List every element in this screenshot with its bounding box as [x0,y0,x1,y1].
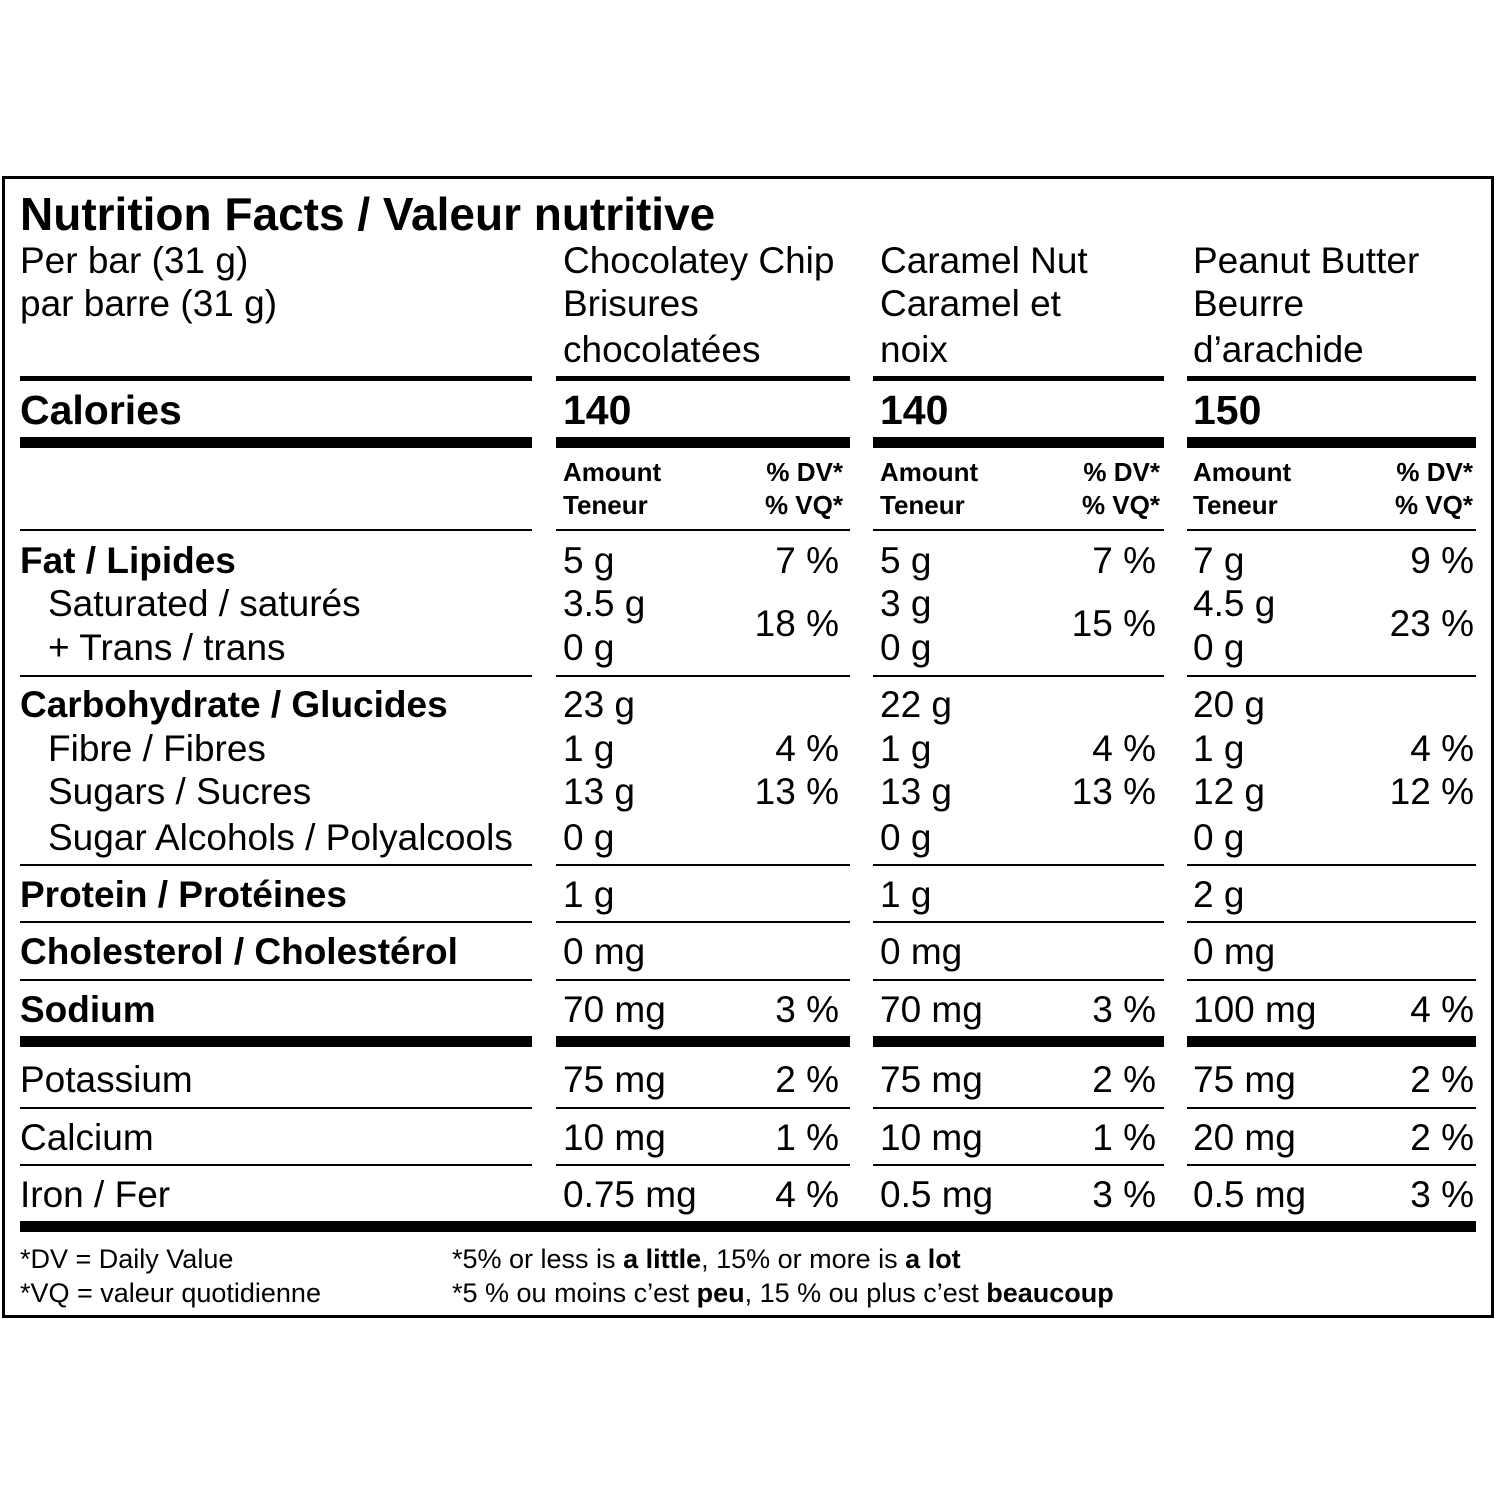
vq-header: % VQ* [1394,490,1473,520]
rule [556,1164,850,1166]
nutrient-amount: 75 mg [880,1059,983,1100]
nutrient-amount: 4.5 g [1193,583,1276,624]
nutrient-amount: 13 g [563,771,636,812]
vq-header: % VQ* [1081,490,1160,520]
nutrient-label: Potassium [20,1059,193,1100]
thick-rule [873,437,1164,448]
serving-size-fr: par barre (31 g) [20,283,278,324]
nutrient-dv: 4 % [775,1174,839,1215]
nutrient-dv: 2 % [1410,1117,1474,1158]
product-name: Peanut Butter [1193,240,1420,281]
nutrient-amount: 20 g [1193,684,1266,725]
rule [556,921,850,923]
product-name: Brisures [563,283,699,324]
product-name: Beurre [1193,283,1305,324]
rule [873,979,1164,981]
rule [873,376,1164,381]
nutrient-amount: 10 mg [880,1117,983,1158]
nutrient-amount: 0 g [1193,627,1245,668]
nutrient-amount: 5 g [880,540,932,581]
rule [1187,1164,1476,1166]
nutrient-dv: 3 % [1092,989,1156,1030]
footnote-dv-guide-en: *5% or less is a little, 15% or more is a lot [452,1244,961,1274]
rule [873,675,1164,677]
rule [20,1107,532,1109]
rule [1187,376,1476,381]
rule [20,864,532,866]
nutrient-dv: 7 % [775,540,839,581]
nutrient-label: Cholesterol / Cholestérol [20,931,458,972]
thick-rule [20,1221,1476,1232]
rule [20,921,532,923]
calories-value: 140 [880,387,949,433]
dv-header: % DV* [766,457,843,487]
saturated-trans-dv: 15 % [1071,603,1156,644]
rule [556,675,850,677]
nutrient-amount: 2 g [1193,874,1245,915]
saturated-trans-dv: 18 % [754,603,839,644]
rule [556,376,850,381]
nutrient-amount: 0 g [880,817,932,858]
nutrient-amount: 13 g [880,771,953,812]
product-name: Caramel Nut [880,240,1088,281]
thick-rule [20,1036,532,1047]
nutrient-amount: 1 g [563,728,615,769]
nutrient-amount: 0 g [563,817,615,858]
nutrient-label: Fat / Lipides [20,540,236,581]
nutrient-amount: 1 g [563,874,615,915]
nutrient-amount: 75 mg [1193,1059,1296,1100]
product-name: chocolatées [563,329,761,370]
rule [556,1107,850,1109]
nutrient-amount: 23 g [563,684,636,725]
nutrient-amount: 1 g [880,874,932,915]
nutrient-dv: 3 % [1410,1174,1474,1215]
nutrient-amount: 20 mg [1193,1117,1296,1158]
nutrient-dv: 13 % [754,771,839,812]
nutrient-dv: 3 % [775,989,839,1030]
product-name: Caramel et [880,283,1061,324]
nutrient-dv: 2 % [775,1059,839,1100]
amount-header: Amount [1193,457,1292,487]
rule [873,529,1164,531]
nutrient-amount: 1 g [880,728,932,769]
nutrient-dv: 12 % [1389,771,1474,812]
nutrient-dv: 4 % [1092,728,1156,769]
nutrient-amount: 3 g [880,583,932,624]
nutrient-dv: 9 % [1410,540,1474,581]
footnote-dv-guide-fr: *5 % ou moins c’est peu, 15 % ou plus c’est beaucoup [452,1278,1114,1308]
thick-rule [556,437,850,448]
calories-value: 150 [1193,387,1262,433]
nutrient-amount: 0 mg [880,931,963,972]
rule [20,979,532,981]
amount-header: Amount [880,457,979,487]
footnote-vq: *VQ = valeur quotidienne [20,1278,321,1308]
thick-rule [20,437,532,448]
calories-label: Calories [20,387,182,433]
nutrient-label: Fibre / Fibres [48,728,266,769]
rule [1187,1107,1476,1109]
rule [20,529,532,531]
nutrient-amount: 100 mg [1193,989,1317,1030]
nutrient-amount: 22 g [880,684,953,725]
nutrient-amount: 0.75 mg [563,1174,697,1215]
teneur-header: Teneur [563,490,648,520]
footnote-dv: *DV = Daily Value [20,1244,234,1274]
saturated-trans-dv: 23 % [1389,603,1474,644]
nutrient-amount: 3.5 g [563,583,646,624]
nutrient-amount: 0.5 mg [880,1174,994,1215]
nutrient-dv: 4 % [775,728,839,769]
nutrient-label: Calcium [20,1117,154,1158]
nutrient-dv: 1 % [775,1117,839,1158]
rule [1187,864,1476,866]
dv-header: % DV* [1396,457,1473,487]
nutrient-dv: 7 % [1092,540,1156,581]
teneur-header: Teneur [1193,490,1278,520]
calories-value: 140 [563,387,632,433]
label-title: Nutrition Facts / Valeur nutritive [20,188,716,240]
thick-rule [556,1036,850,1047]
nutrient-label: Sugars / Sucres [48,771,312,812]
nutrient-dv: 3 % [1092,1174,1156,1215]
thick-rule [1187,437,1476,448]
nutrient-amount: 0 mg [563,931,646,972]
thick-rule [1187,1036,1476,1047]
rule [556,979,850,981]
rule [873,864,1164,866]
nutrient-label: Iron / Fer [20,1174,171,1215]
nutrient-dv: 2 % [1410,1059,1474,1100]
nutrient-label: Saturated / saturés [48,583,361,624]
amount-header: Amount [563,457,662,487]
nutrient-amount: 1 g [1193,728,1245,769]
rule [20,675,532,677]
rule [20,1164,532,1166]
nutrient-amount: 7 g [1193,540,1245,581]
thick-rule [873,1036,1164,1047]
vq-header: % VQ* [764,490,843,520]
nutrient-amount: 5 g [563,540,615,581]
nutrient-amount: 70 mg [563,989,666,1030]
rule [20,376,532,381]
nutrient-amount: 12 g [1193,771,1266,812]
product-name: d’arachide [1193,329,1364,370]
rule [1187,979,1476,981]
nutrient-amount: 0 g [1193,817,1245,858]
nutrient-label: + Trans / trans [48,627,286,668]
rule [873,1107,1164,1109]
nutrient-amount: 10 mg [563,1117,666,1158]
nutrient-label: Carbohydrate / Glucides [20,684,448,725]
nutrient-dv: 2 % [1092,1059,1156,1100]
teneur-header: Teneur [880,490,965,520]
serving-size-en: Per bar (31 g) [20,240,249,281]
nutrient-amount: 75 mg [563,1059,666,1100]
dv-header: % DV* [1083,457,1160,487]
nutrient-dv: 4 % [1410,989,1474,1030]
nutrient-amount: 0 g [880,627,932,668]
product-name: noix [880,329,948,370]
nutrient-label: Protein / Protéines [20,874,347,915]
nutrient-amount: 70 mg [880,989,983,1030]
rule [1187,529,1476,531]
rule [556,529,850,531]
rule [873,921,1164,923]
nutrient-dv: 13 % [1071,771,1156,812]
rule [1187,675,1476,677]
nutrient-amount: 0 mg [1193,931,1276,972]
nutrient-label: Sodium [20,989,156,1030]
nutrient-amount: 0.5 mg [1193,1174,1307,1215]
product-name: Chocolatey Chip [563,240,835,281]
rule [556,864,850,866]
nutrient-dv: 1 % [1092,1117,1156,1158]
nutrient-label: Sugar Alcohols / Polyalcools [48,817,513,858]
rule [873,1164,1164,1166]
nutrient-amount: 0 g [563,627,615,668]
nutrient-dv: 4 % [1410,728,1474,769]
rule [1187,921,1476,923]
